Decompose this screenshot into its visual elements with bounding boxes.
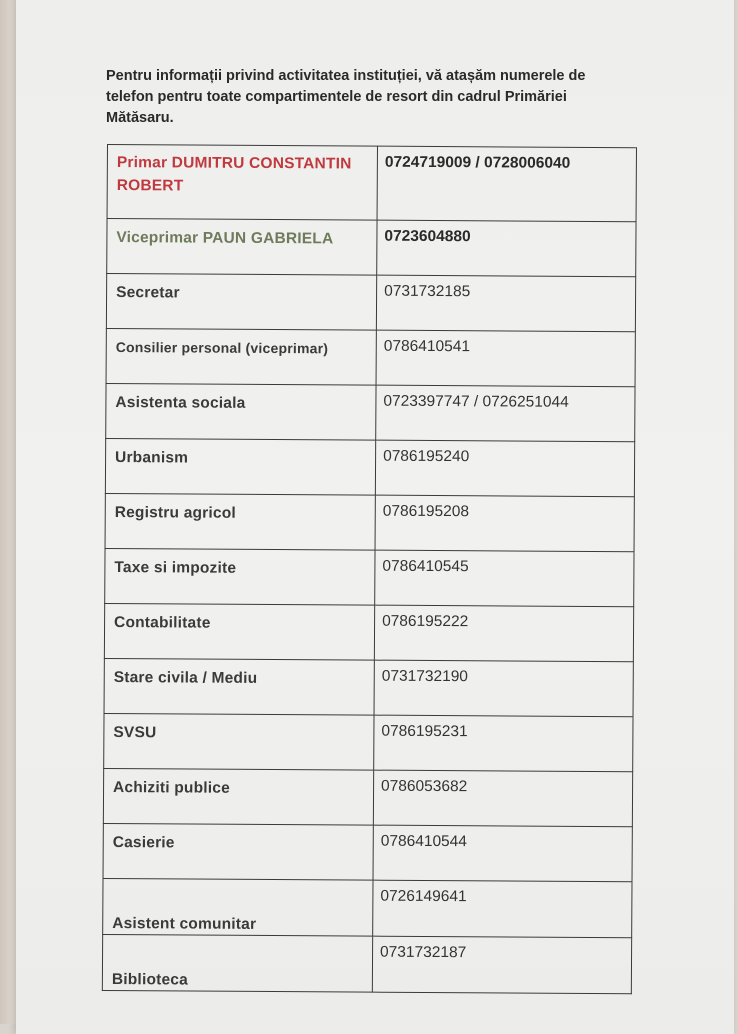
department-cell: Asistenta sociala xyxy=(106,383,376,440)
department-cell: Asistent comunitar xyxy=(103,878,373,936)
table-row xyxy=(104,603,633,661)
department-cell: Secretar xyxy=(106,274,376,331)
department-cell: Registru agricol xyxy=(105,493,375,550)
department-cell: Stare civila / Mediu xyxy=(104,658,374,715)
table-row xyxy=(106,274,635,332)
table-row xyxy=(107,219,636,277)
department-cell: Urbanism xyxy=(105,438,375,495)
phone-cell: 0786195222 xyxy=(374,605,633,662)
table-row xyxy=(105,548,634,606)
table-row xyxy=(105,493,634,551)
phone-cell: 0723397747 / 0726251044 xyxy=(376,385,635,442)
department-cell: Primar DUMITRU CONSTANTIN ROBERT xyxy=(107,145,377,221)
table-row xyxy=(106,328,635,386)
phone-cell: 0723604880 xyxy=(377,220,636,277)
phone-cell: 0731732187 xyxy=(372,936,631,994)
phone-cell: 0724719009 / 0728006040 xyxy=(377,146,636,222)
department-cell: Consilier personal (viceprimar) xyxy=(106,328,376,385)
table-row xyxy=(104,658,633,716)
table-row xyxy=(103,768,632,826)
phone-cell: 0726149641 xyxy=(373,880,632,938)
department-cell: Casierie xyxy=(103,823,373,880)
phone-cell: 0786053682 xyxy=(373,770,632,827)
phone-cell: 0786410545 xyxy=(375,550,634,607)
table-row xyxy=(102,934,631,993)
contact-table xyxy=(102,144,637,994)
department-cell: SVSU xyxy=(104,713,374,770)
department-cell: Viceprimar PAUN GABRIELA xyxy=(107,219,377,276)
phone-cell: 0731732190 xyxy=(374,660,633,717)
phone-cell: 0786195231 xyxy=(374,715,633,772)
phone-cell: 0786195240 xyxy=(375,440,634,497)
table-row xyxy=(103,823,632,881)
table-row xyxy=(104,713,633,771)
phone-cell: 0731732185 xyxy=(376,275,635,332)
department-cell: Contabilitate xyxy=(104,603,374,660)
phone-cell: 0786410544 xyxy=(373,825,632,882)
department-cell: Taxe si impozite xyxy=(105,548,375,605)
table-row xyxy=(105,438,634,496)
phone-cell: 0786195208 xyxy=(375,495,634,552)
table-row xyxy=(107,145,636,222)
department-cell: Biblioteca xyxy=(102,934,372,992)
department-cell: Achiziti publice xyxy=(103,768,373,825)
table-row xyxy=(106,383,635,441)
intro-text: Pentru informații privind activitatea instituției, vă atașăm numerele de telefon pentru toate compartimentele de resort din cadrul Primăriei Mătăsaru. xyxy=(106,68,586,126)
phone-cell: 0786410541 xyxy=(376,330,635,387)
table-row xyxy=(103,878,632,937)
